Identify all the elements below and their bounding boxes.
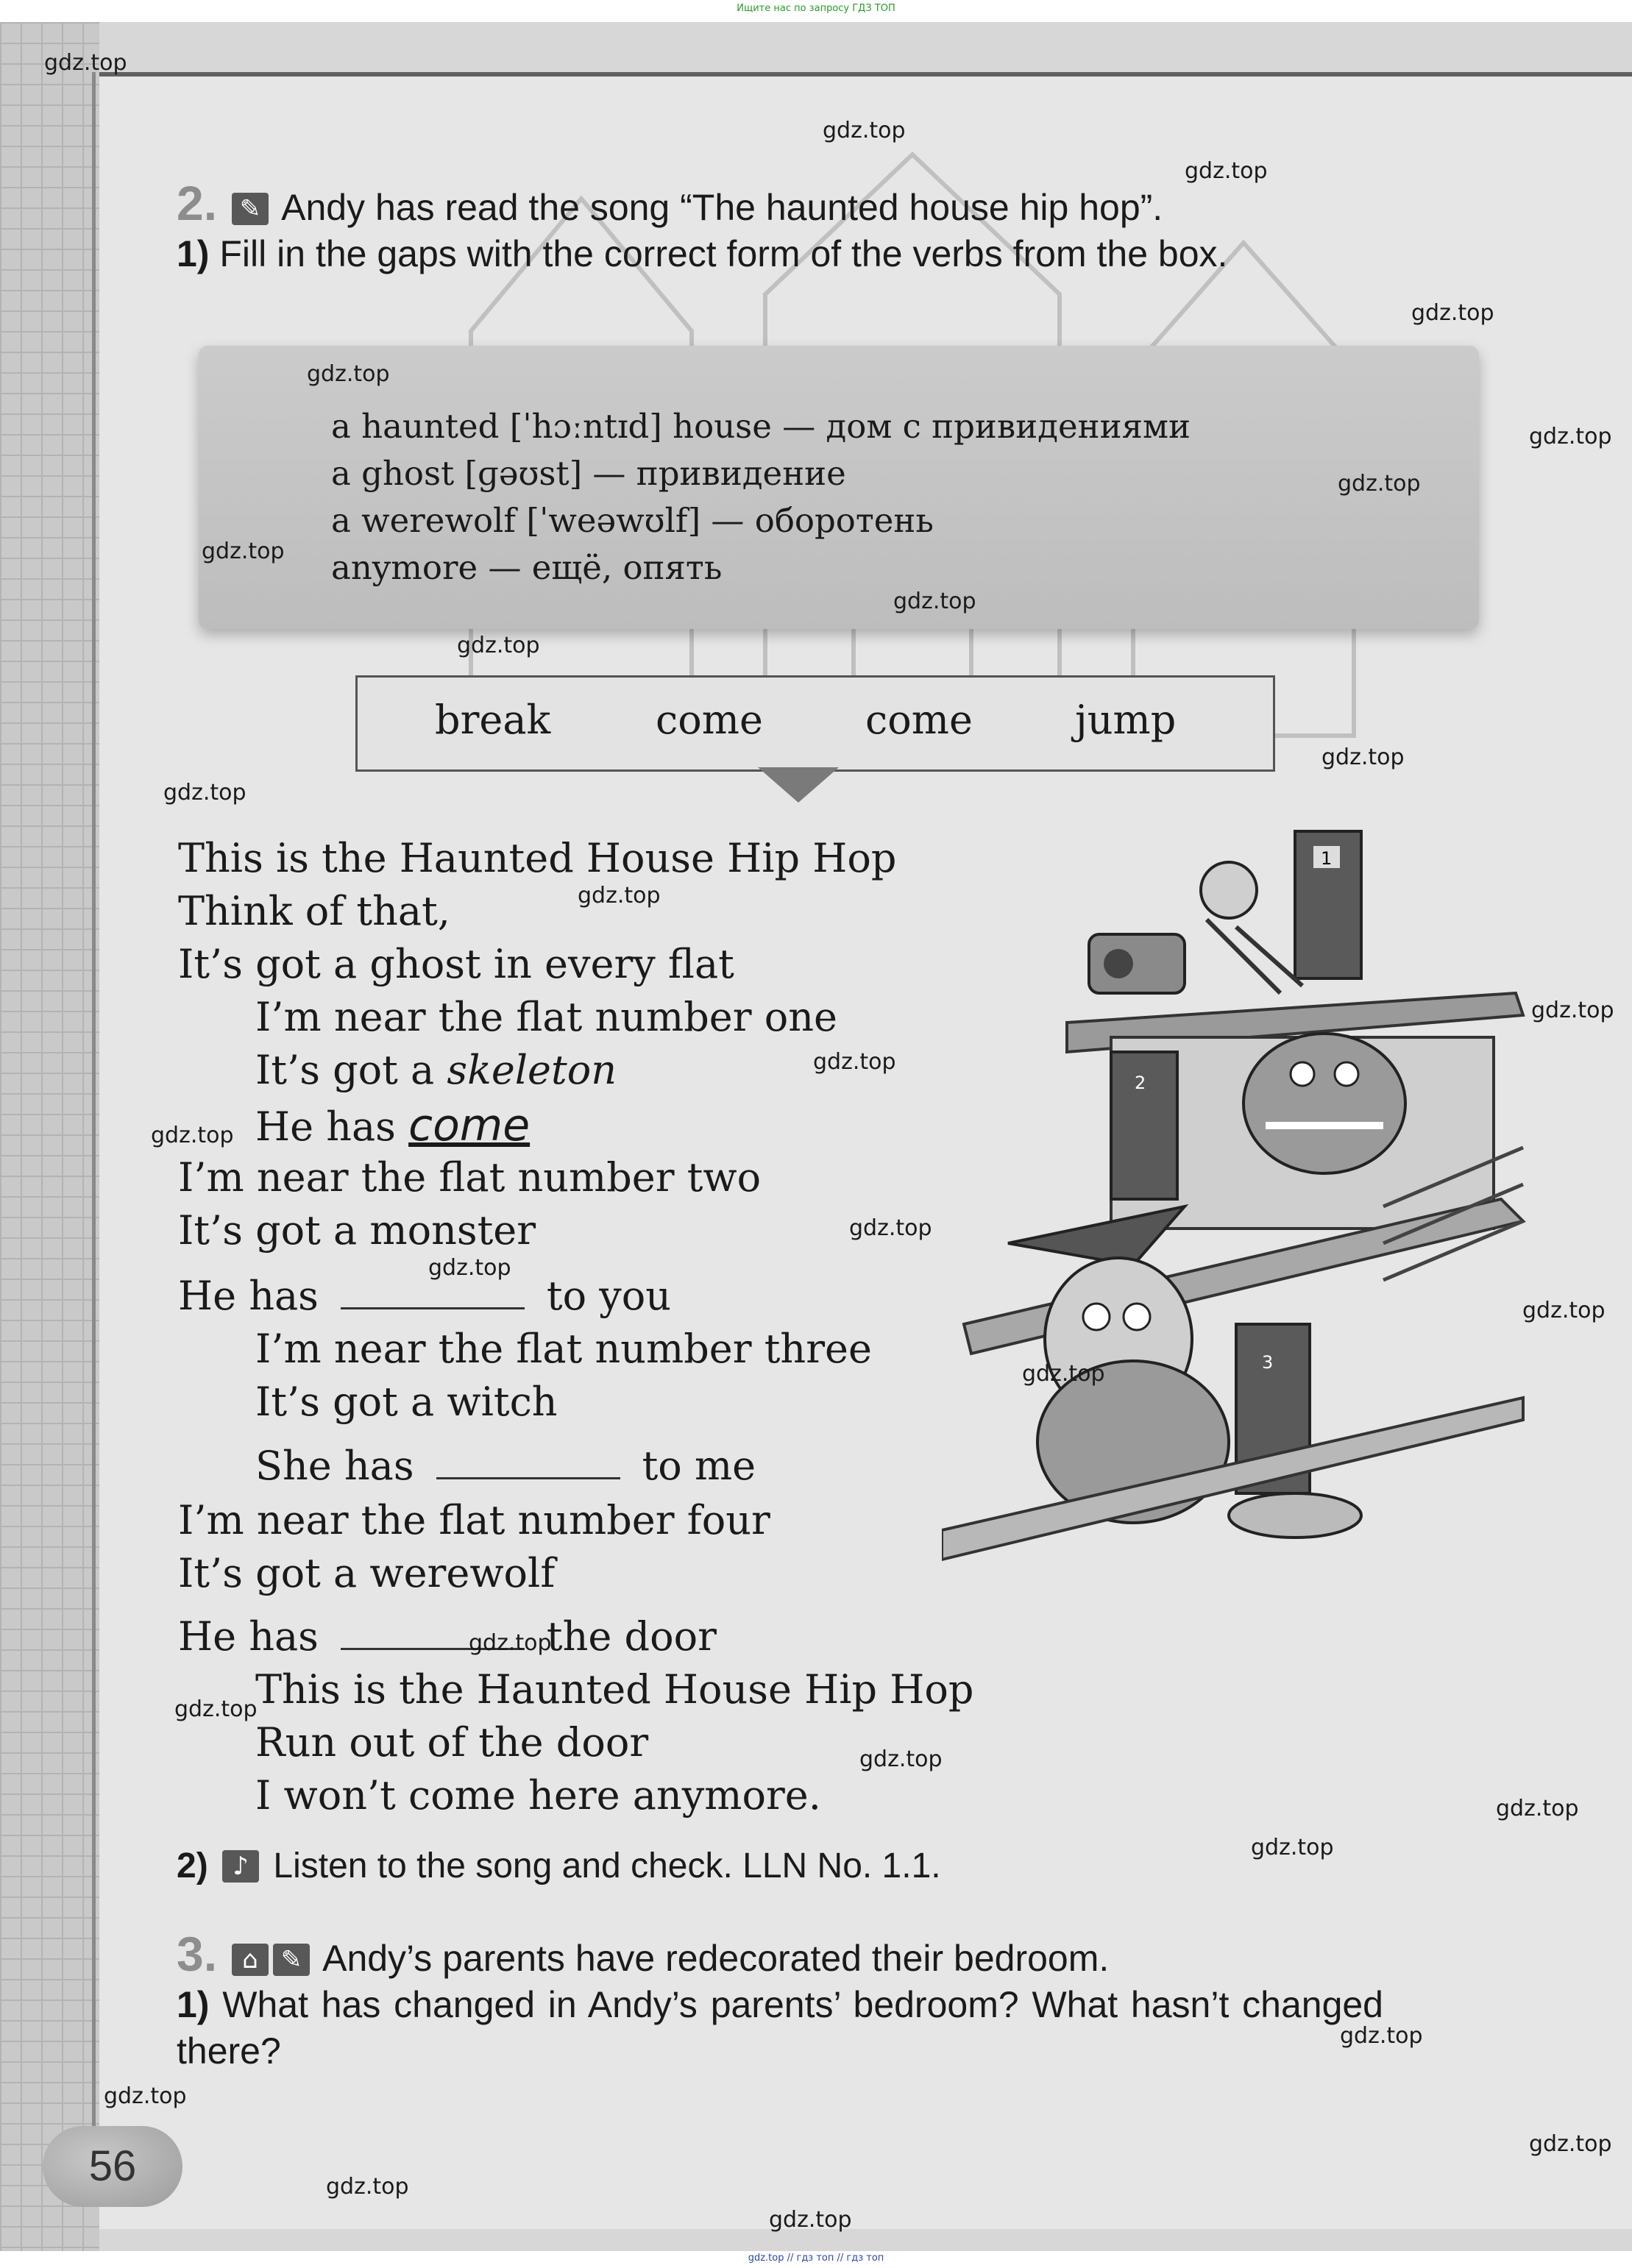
watermark: gdz.top [813, 1049, 896, 1075]
watermark: gdz.top [326, 2174, 409, 2200]
song-text-part: He has [178, 1273, 319, 1319]
task-number: 3. [177, 1927, 218, 1981]
pencil-icon: ✎ [232, 193, 269, 225]
song-text-part: It’s got a [255, 1047, 435, 1093]
step-text: What has changed in Andy’s parents’ bedroom? What hasn’t changed there? [177, 1984, 1383, 2072]
watermark: gdz.top [1496, 1796, 1579, 1821]
top-rule [99, 72, 1632, 77]
song-line: Run out of the door [255, 1719, 649, 1766]
song-line: I’m near the flat number one [255, 994, 837, 1040]
song-line: It’s got a ghost in every flat [178, 941, 734, 987]
task-3-heading [177, 1927, 1383, 2075]
vocab-item: a ghost [ɡəʊst] — привидение [331, 454, 846, 493]
watermark: gdz.top [1529, 424, 1612, 449]
song-line [255, 1100, 530, 1151]
verb-word: break [435, 697, 551, 743]
bottom-note: gdz.top // гдз топ // гдз топ [748, 2253, 884, 2264]
watermark: gdz.top [1022, 1361, 1105, 1387]
watermark: gdz.top [823, 118, 906, 143]
song-line: It’s got a monster [178, 1207, 536, 1254]
song-line [255, 1047, 617, 1093]
task-intro: Andy’s parents have redecorated their bedroom. [322, 1938, 1110, 1979]
task-2-heading [177, 176, 1383, 277]
svg-text:1: 1 [1321, 848, 1333, 869]
song-line [255, 1443, 756, 1489]
song-line: I’m near the flat number three [255, 1326, 872, 1372]
task-2-step-2 [177, 1843, 1383, 1889]
answer-gap[interactable] [341, 1278, 525, 1309]
song-line: This is the Haunted House Hip Hop [178, 835, 897, 881]
song-line: It’s got a witch [255, 1379, 558, 1425]
step-number: 2) [177, 1846, 208, 1885]
watermark: gdz.top [202, 538, 285, 564]
watermark: gdz.top [469, 1630, 552, 1656]
song-text-part: He has [255, 1103, 396, 1150]
verb-word: jump [1075, 697, 1177, 743]
left-rule [92, 72, 96, 2132]
watermark: gdz.top [769, 2207, 852, 2233]
step-number: 1) [177, 1984, 210, 2025]
watermark: gdz.top [174, 1696, 258, 1722]
svg-text:2: 2 [1135, 1073, 1146, 1093]
song-line [178, 1613, 717, 1660]
watermark: gdz.top [1251, 1835, 1334, 1860]
box-pointer [758, 767, 839, 803]
song-text-part: to me [642, 1443, 756, 1489]
watermark: gdz.top [457, 633, 540, 658]
task-intro: Andy has read the song “The haunted house hip hop”. [281, 187, 1163, 228]
watermark: gdz.top [151, 1123, 234, 1148]
watermark: gdz.top [1340, 2023, 1423, 2049]
answer-gap[interactable] [436, 1448, 620, 1479]
song-text-part: the door [546, 1613, 717, 1660]
watermark: gdz.top [1321, 744, 1405, 770]
verb-word: come [656, 697, 763, 743]
watermark: gdz.top [1522, 1298, 1606, 1323]
audio-icon: ♪ [222, 1850, 259, 1883]
watermark: gdz.top [104, 2083, 187, 2109]
house-icon: ⌂ [232, 1944, 269, 1976]
song-text-part: to you [546, 1273, 672, 1319]
watermark: gdz.top [849, 1215, 932, 1241]
song-line: It’s got a werewolf [178, 1550, 556, 1596]
step-number: 1) [177, 233, 210, 274]
page-number: 56 [43, 2126, 182, 2207]
song-text-part: She has [255, 1443, 414, 1489]
song-text-part: He has [178, 1613, 319, 1660]
song-line: I won’t come here anymore. [255, 1772, 821, 1819]
watermark: gdz.top [163, 780, 246, 806]
watermark: gdz.top [1338, 471, 1421, 497]
song-line: Think of that, [178, 888, 450, 934]
watermark: gdz.top [428, 1255, 511, 1281]
verb-box [355, 675, 1275, 772]
watermark: gdz.top [1529, 2131, 1612, 2157]
watermark: gdz.top [307, 361, 390, 387]
step-text: Listen to the song and check. LLN No. 1.1. [273, 1846, 941, 1885]
vocab-item: a haunted [ˈhɔːntɪd] house — дом с привидениями [331, 407, 1191, 446]
watermark: gdz.top [44, 50, 127, 76]
watermark: gdz.top [1185, 158, 1268, 184]
task-number: 2. [177, 176, 218, 230]
song-italic-word: skeleton [447, 1047, 617, 1093]
vocab-item: a werewolf [ˈweəwʊlf] — оборотень [331, 501, 934, 540]
svg-text:3: 3 [1262, 1352, 1274, 1373]
haunted-house-floors-illustration [942, 794, 1530, 1604]
song-line: I’m near the flat number four [178, 1497, 770, 1543]
song-line: I’m near the flat number two [178, 1154, 762, 1201]
top-note: Ищите нас по запросу ГДЗ ТОП [737, 3, 895, 14]
watermark: gdz.top [893, 589, 976, 614]
step-text: Fill in the gaps with the correct form of the verbs from the box. [219, 233, 1228, 274]
grid-margin [0, 22, 99, 2251]
vocab-item: anymore — ещё, опять [331, 548, 723, 587]
verb-word: come [865, 697, 973, 743]
watermark: gdz.top [859, 1746, 943, 1772]
watermark: gdz.top [578, 883, 661, 909]
vocabulary-list [331, 403, 1191, 591]
song-line: This is the Haunted House Hip Hop [255, 1666, 974, 1713]
watermark: gdz.top [1411, 300, 1494, 326]
song-line [178, 1273, 671, 1319]
filled-answer: come [408, 1100, 531, 1151]
pencil-icon: ✎ [273, 1944, 310, 1976]
watermark: gdz.top [1531, 998, 1614, 1023]
